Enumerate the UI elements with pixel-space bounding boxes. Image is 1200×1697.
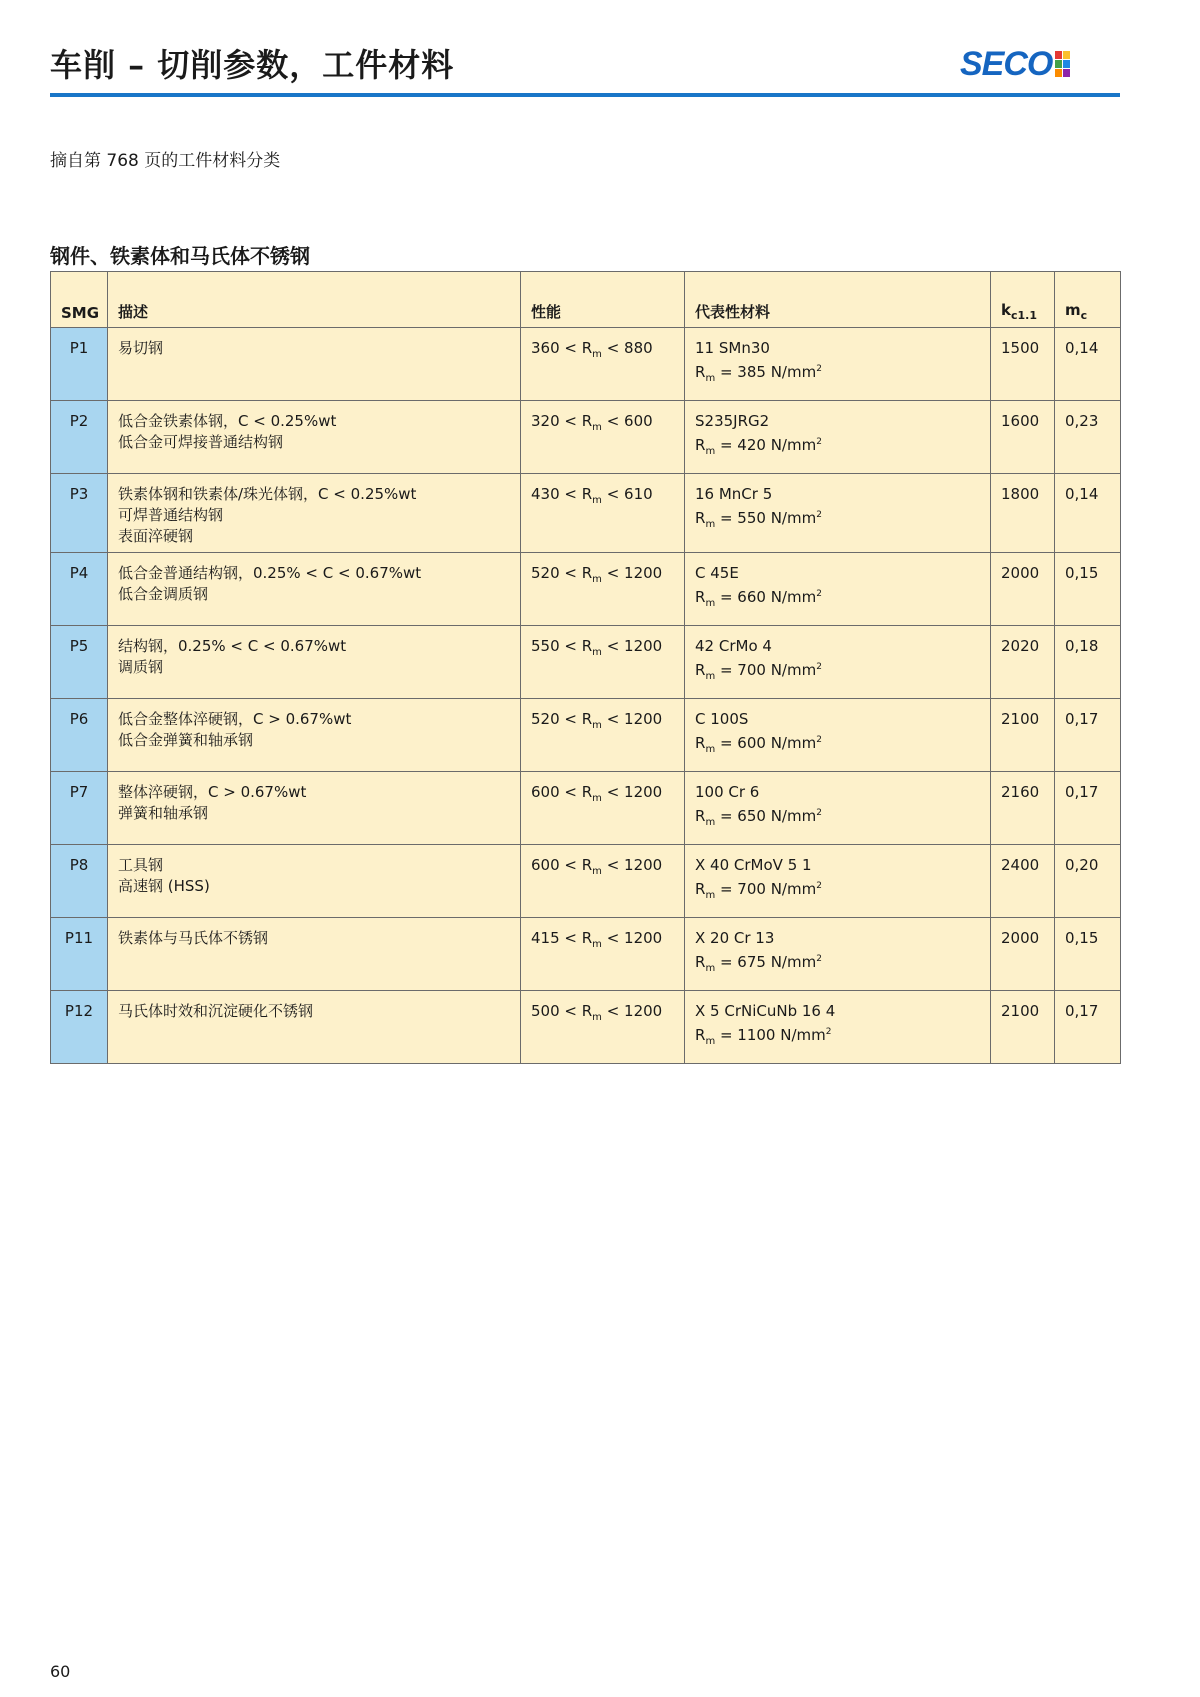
property-cell: $500 < R_m < 1200$	[521, 991, 685, 1064]
description-cell	[108, 845, 521, 918]
page-title: 车削 – 切削参数，工件材料	[50, 46, 455, 84]
material-strength: $R_m = 700$ $N/mm^2$	[695, 880, 822, 901]
material-cell	[685, 772, 991, 845]
material-name: X 20 Cr 13	[695, 929, 775, 947]
material-strength: $R_m = 600$ $N/mm^2$	[695, 734, 822, 755]
source-note: 摘自第 768 页的工件材料分类	[50, 151, 281, 171]
kc-cell: 1500	[991, 328, 1055, 401]
kc-cell: 1800	[991, 474, 1055, 553]
material-cell	[685, 845, 991, 918]
header-material: 代表性材料	[685, 272, 991, 328]
property-cell: $360 < R_m < 880$	[521, 328, 685, 401]
description-cell	[108, 772, 521, 845]
table-row	[51, 918, 1121, 991]
material-cell	[685, 918, 991, 991]
mc-cell: 0,17	[1055, 699, 1121, 772]
mc-cell: 0,23	[1055, 401, 1121, 474]
header-smg: SMG	[51, 272, 108, 328]
description-line: 铁素体与马氏体不锈钢	[118, 929, 269, 947]
mc-cell: 0,17	[1055, 991, 1121, 1064]
mc-cell: 0,15	[1055, 918, 1121, 991]
table-row	[51, 845, 1121, 918]
description-line: 低合金整体淬硬钢，C > 0.67%wt	[118, 710, 352, 728]
description-cell	[108, 991, 521, 1064]
smg-cell: P12	[51, 991, 108, 1064]
table-row	[51, 553, 1121, 626]
description-line: 高速钢 (HSS)	[118, 877, 210, 895]
material-cell	[685, 474, 991, 553]
mc-cell: 0,17	[1055, 772, 1121, 845]
material-strength: $R_m = 675$ $N/mm^2$	[695, 953, 822, 974]
table-row	[51, 991, 1121, 1064]
table-row	[51, 772, 1121, 845]
material-name: 11 SMn30	[695, 339, 770, 357]
header-rule	[50, 93, 1120, 97]
header-kc: $k_{c1.1}$	[991, 272, 1055, 328]
table-row	[51, 474, 1121, 553]
description-cell	[108, 918, 521, 991]
header-property: 性能	[521, 272, 685, 328]
mc-cell: 0,14	[1055, 474, 1121, 553]
material-cell	[685, 328, 991, 401]
header-mc: $m_c$	[1055, 272, 1121, 328]
kc-cell: 2100	[991, 699, 1055, 772]
description-cell	[108, 553, 521, 626]
material-name: C 45E	[695, 564, 739, 582]
material-cell	[685, 699, 991, 772]
description-line: 表面淬硬钢	[118, 527, 194, 545]
header-description: 描述	[108, 272, 521, 328]
material-strength: $R_m = 700$ $N/mm^2$	[695, 661, 822, 682]
description-line: 低合金铁素体钢，C < 0.25%wt	[118, 412, 337, 430]
material-strength: $R_m = 385$ $N/mm^2$	[695, 363, 822, 384]
description-line: 低合金调质钢	[118, 585, 209, 603]
kc-cell: 2000	[991, 918, 1055, 991]
description-line: 马氏体时效和沉淀硬化不锈钢	[118, 1002, 314, 1020]
smg-cell: P2	[51, 401, 108, 474]
description-line: 低合金可焊接普通结构钢	[118, 433, 284, 451]
description-line: 弹簧和轴承钢	[118, 804, 209, 822]
smg-cell: P7	[51, 772, 108, 845]
section-title: 钢件、铁素体和马氏体不锈钢	[50, 244, 310, 268]
material-name: 100 Cr 6	[695, 783, 760, 801]
page-number: 60	[50, 1662, 71, 1681]
kc-cell: 2400	[991, 845, 1055, 918]
material-name: S235JRG2	[695, 412, 770, 430]
smg-cell: P3	[51, 474, 108, 553]
material-name: 42 CrMo 4	[695, 637, 772, 655]
material-name: X 5 CrNiCuNb 16 4	[695, 1002, 836, 1020]
material-strength: $R_m = 1100$ $N/mm^2$	[695, 1026, 832, 1047]
material-strength: $R_m = 550$ $N/mm^2$	[695, 509, 822, 530]
table-row	[51, 328, 1121, 401]
description-line: 结构钢，0.25% < C < 0.67%wt	[118, 637, 347, 655]
table-row	[51, 699, 1121, 772]
property-cell: $415 < R_m < 1200$	[521, 918, 685, 991]
property-cell: $600 < R_m < 1200$	[521, 845, 685, 918]
material-name: C 100S	[695, 710, 749, 728]
property-cell: $320 < R_m < 600$	[521, 401, 685, 474]
mc-cell: 0,15	[1055, 553, 1121, 626]
description-cell	[108, 699, 521, 772]
material-cell	[685, 991, 991, 1064]
kc-cell: 2160	[991, 772, 1055, 845]
property-cell: $600 < R_m < 1200$	[521, 772, 685, 845]
kc-cell: 2000	[991, 553, 1055, 626]
smg-cell: P6	[51, 699, 108, 772]
logo-color-blocks-icon	[1055, 51, 1070, 77]
table-row	[51, 401, 1121, 474]
description-line: 低合金普通结构钢，0.25% < C < 0.67%wt	[118, 564, 422, 582]
mc-cell: 0,20	[1055, 845, 1121, 918]
description-cell	[108, 401, 521, 474]
description-line: 工具钢	[118, 856, 164, 874]
description-line: 整体淬硬钢，C > 0.67%wt	[118, 783, 307, 801]
material-name: X 40 CrMoV 5 1	[695, 856, 812, 874]
material-table	[50, 271, 1121, 1064]
smg-cell: P8	[51, 845, 108, 918]
material-strength: $R_m = 420$ $N/mm^2$	[695, 436, 822, 457]
mc-cell: 0,18	[1055, 626, 1121, 699]
smg-cell: P11	[51, 918, 108, 991]
mc-cell: 0,14	[1055, 328, 1121, 401]
smg-cell: P5	[51, 626, 108, 699]
kc-cell: 2100	[991, 991, 1055, 1064]
description-cell	[108, 328, 521, 401]
seco-logo	[960, 44, 1070, 84]
description-line: 低合金弹簧和轴承钢	[118, 731, 254, 749]
material-strength: $R_m = 650$ $N/mm^2$	[695, 807, 822, 828]
material-strength: $R_m = 660$ $N/mm^2$	[695, 588, 822, 609]
property-cell: $550 < R_m < 1200$	[521, 626, 685, 699]
property-cell: $520 < R_m < 1200$	[521, 553, 685, 626]
description-line: 铁素体钢和铁素体/珠光体钢，C < 0.25%wt	[118, 485, 417, 503]
material-cell	[685, 626, 991, 699]
smg-cell: P4	[51, 553, 108, 626]
description-cell	[108, 474, 521, 553]
property-cell: $520 < R_m < 1200$	[521, 699, 685, 772]
material-name: 16 MnCr 5	[695, 485, 773, 503]
description-line: 可焊普通结构钢	[118, 506, 224, 524]
kc-cell: 1600	[991, 401, 1055, 474]
smg-cell: P1	[51, 328, 108, 401]
description-cell	[108, 626, 521, 699]
material-cell	[685, 401, 991, 474]
description-line: 易切钢	[118, 339, 164, 357]
kc-cell: 2020	[991, 626, 1055, 699]
logo-text: SECO	[960, 44, 1053, 83]
property-cell: $430 < R_m < 610$	[521, 474, 685, 553]
table-header-row	[51, 272, 1121, 328]
description-line: 调质钢	[118, 658, 164, 676]
table-row	[51, 626, 1121, 699]
material-cell	[685, 553, 991, 626]
